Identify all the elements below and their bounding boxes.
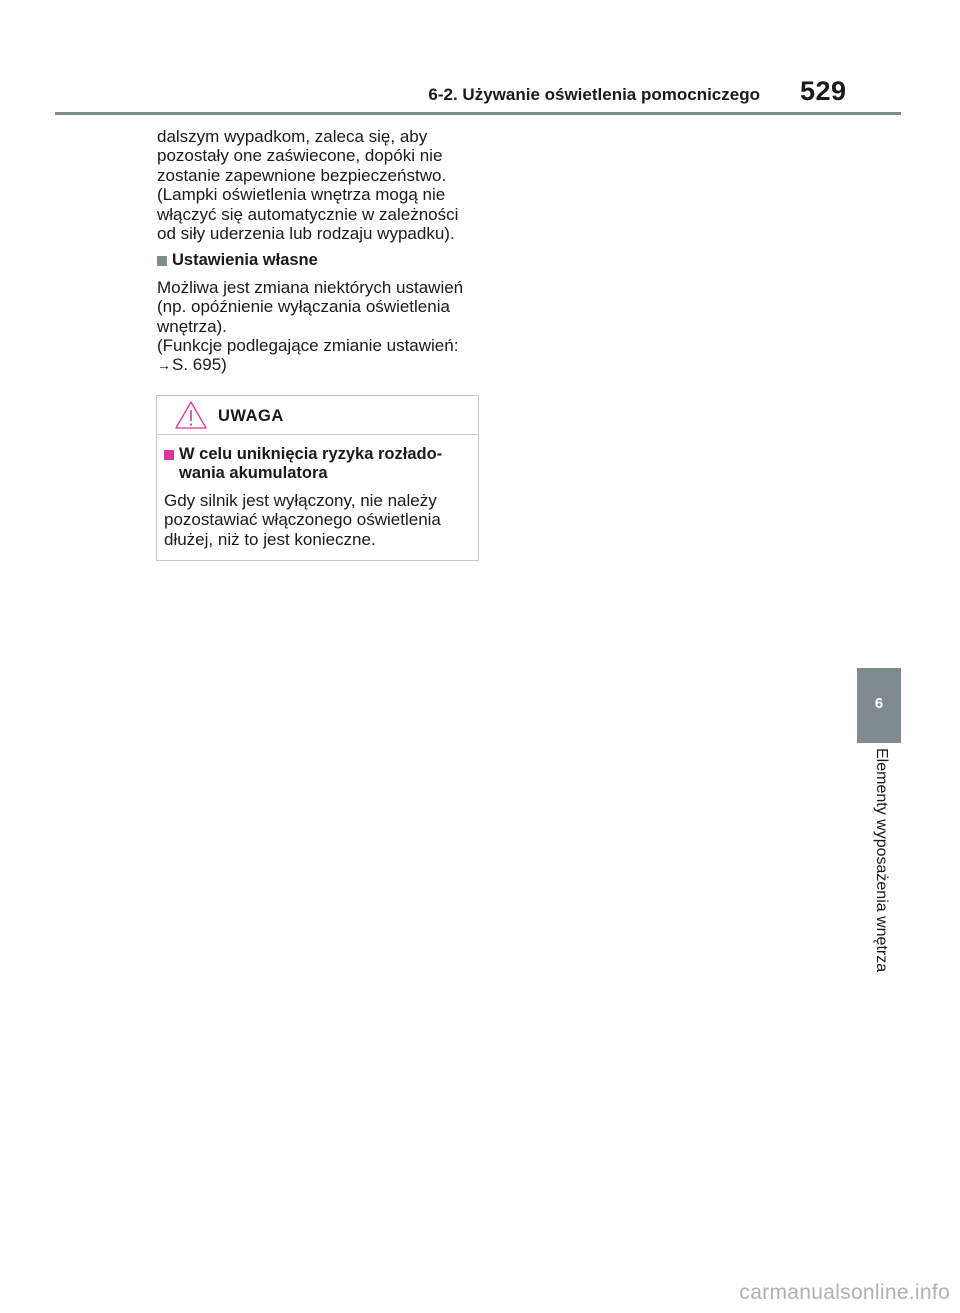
warning-line: Gdy silnik jest wyłączony, nie należy: [164, 490, 437, 510]
custom-line: (Funkcje podlegające zmianie ustawień:: [157, 336, 459, 356]
warning-subheading-line: wania akumulatora: [179, 464, 328, 483]
custom-line: wnętrza).: [157, 316, 227, 336]
intro-line: od siły uderzenia lub rodzaju wypadku).: [157, 224, 455, 244]
page-reference[interactable]: [157, 355, 482, 375]
chapter-tab[interactable]: [857, 668, 901, 743]
page-header: [0, 0, 960, 120]
section-title: 6-2. Używanie oświetlenia pomocniczego: [428, 85, 760, 104]
page-number: 529: [800, 76, 847, 106]
intro-line: włączyć się automatycznie w zależności: [157, 204, 459, 224]
warning-box: [156, 395, 479, 561]
warning-body: [157, 435, 478, 549]
chapter-label: Elementy wyposażenia wnętrza: [873, 748, 890, 973]
warning-line: pozostawiać włączonego oświetlenia: [164, 510, 441, 530]
chapter-number: 6: [874, 695, 884, 712]
warning-line: dłużej, niż to jest konieczne.: [164, 529, 376, 549]
main-text-column: [157, 127, 482, 376]
intro-line: pozostały one zaświecone, dopóki nie: [157, 146, 443, 166]
warning-subheading-line: W celu uniknięcia ryzyka rozłado-: [179, 445, 443, 463]
custom-line: Możliwa jest zmiana niektórych ustawień: [157, 277, 464, 297]
custom-line: (np. opóźnienie wyłączania oświetlenia: [157, 297, 450, 317]
intro-line: dalszym wypadkom, zaleca się, aby: [157, 127, 428, 146]
header-divider: [55, 112, 901, 115]
warning-header: [157, 396, 478, 435]
intro-line: zostanie zapewnione bezpieczeństwo.: [157, 165, 447, 185]
arrow-right-icon: →: [157, 357, 171, 374]
page-reference-text: S. 695): [172, 355, 227, 375]
warning-subheading: [164, 445, 472, 484]
pink-square-bullet-icon: [164, 450, 174, 460]
watermark: carmanualsonline.info: [739, 1281, 950, 1304]
custom-settings-heading: [157, 251, 482, 270]
custom-settings-heading-text: Ustawienia własne: [172, 251, 318, 270]
grey-square-bullet-icon: [157, 256, 167, 266]
warning-title: UWAGA: [218, 407, 284, 425]
warning-triangle-icon: [174, 400, 208, 430]
intro-line: (Lampki oświetlenia wnętrza mogą nie: [157, 185, 446, 205]
